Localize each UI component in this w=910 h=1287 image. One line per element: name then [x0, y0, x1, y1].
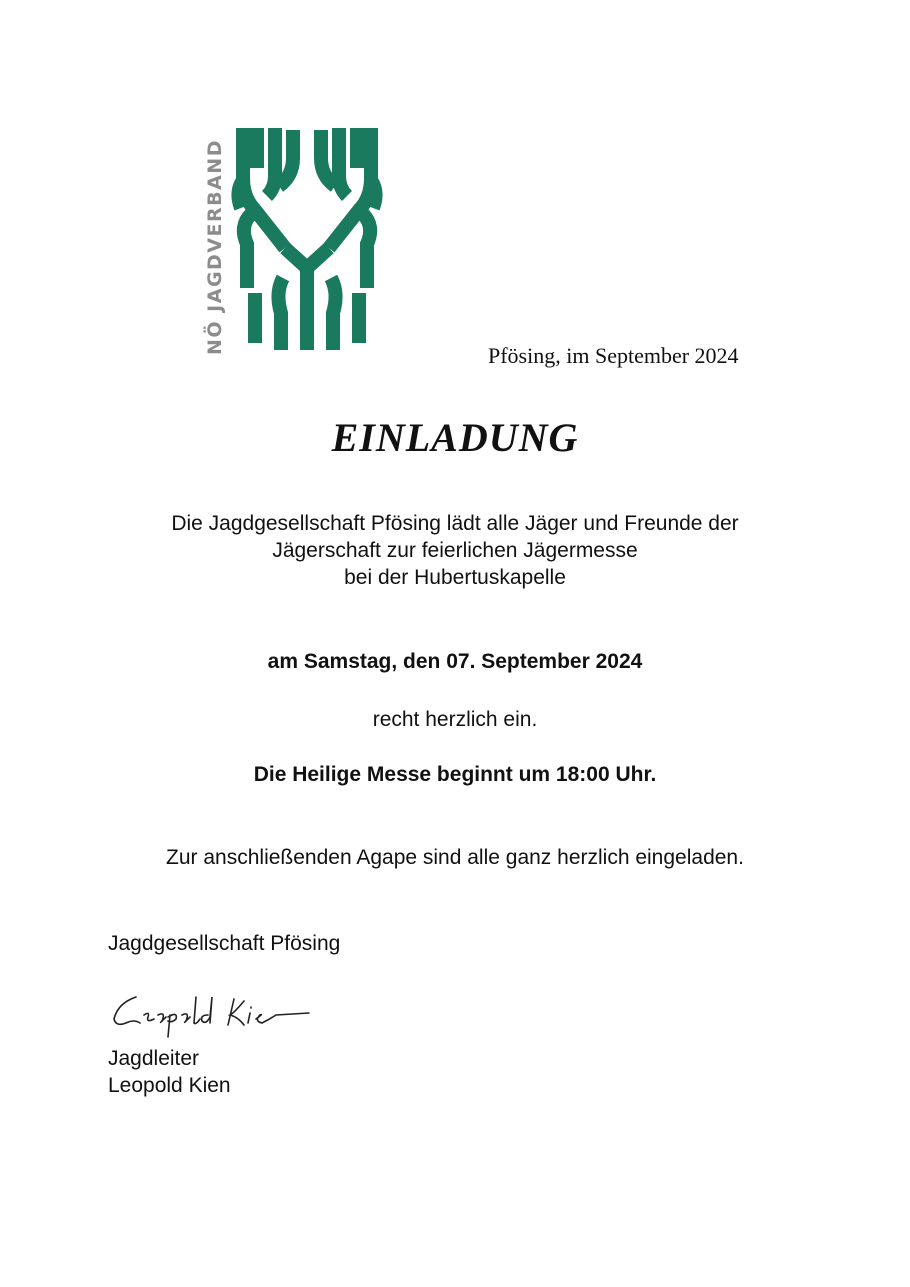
place-date: Pfösing, im September 2024 — [488, 343, 739, 368]
intro-line-1: Die Jagdgesellschaft Pfösing lädt alle Jäger und Freunde der — [171, 512, 739, 535]
page-title: EINLADUNG — [331, 415, 579, 460]
signer-role: Jagdleiter — [108, 1047, 200, 1070]
signer-name: Leopold Kien — [108, 1074, 231, 1097]
mass-time: Die Heilige Messe beginnt um 18:00 Uhr. — [253, 763, 657, 786]
agape-text: Zur anschließenden Agape sind alle ganz herzlich eingeladen. — [166, 846, 744, 869]
intro-text — [0, 510, 910, 591]
intro-line-2: Jägerschaft zur feierlichen Jägermesse — [272, 539, 638, 562]
event-date: am Samstag, den 07. September 2024 — [267, 650, 643, 673]
signature — [104, 985, 319, 1045]
organization: Jagdgesellschaft Pfösing — [108, 932, 341, 955]
invite-text: recht herzlich ein. — [372, 708, 538, 731]
intro-line-3: bei der Hubertuskapelle — [344, 566, 566, 589]
logo-wordmark: NÖ JAGDVERBAND — [204, 139, 226, 355]
